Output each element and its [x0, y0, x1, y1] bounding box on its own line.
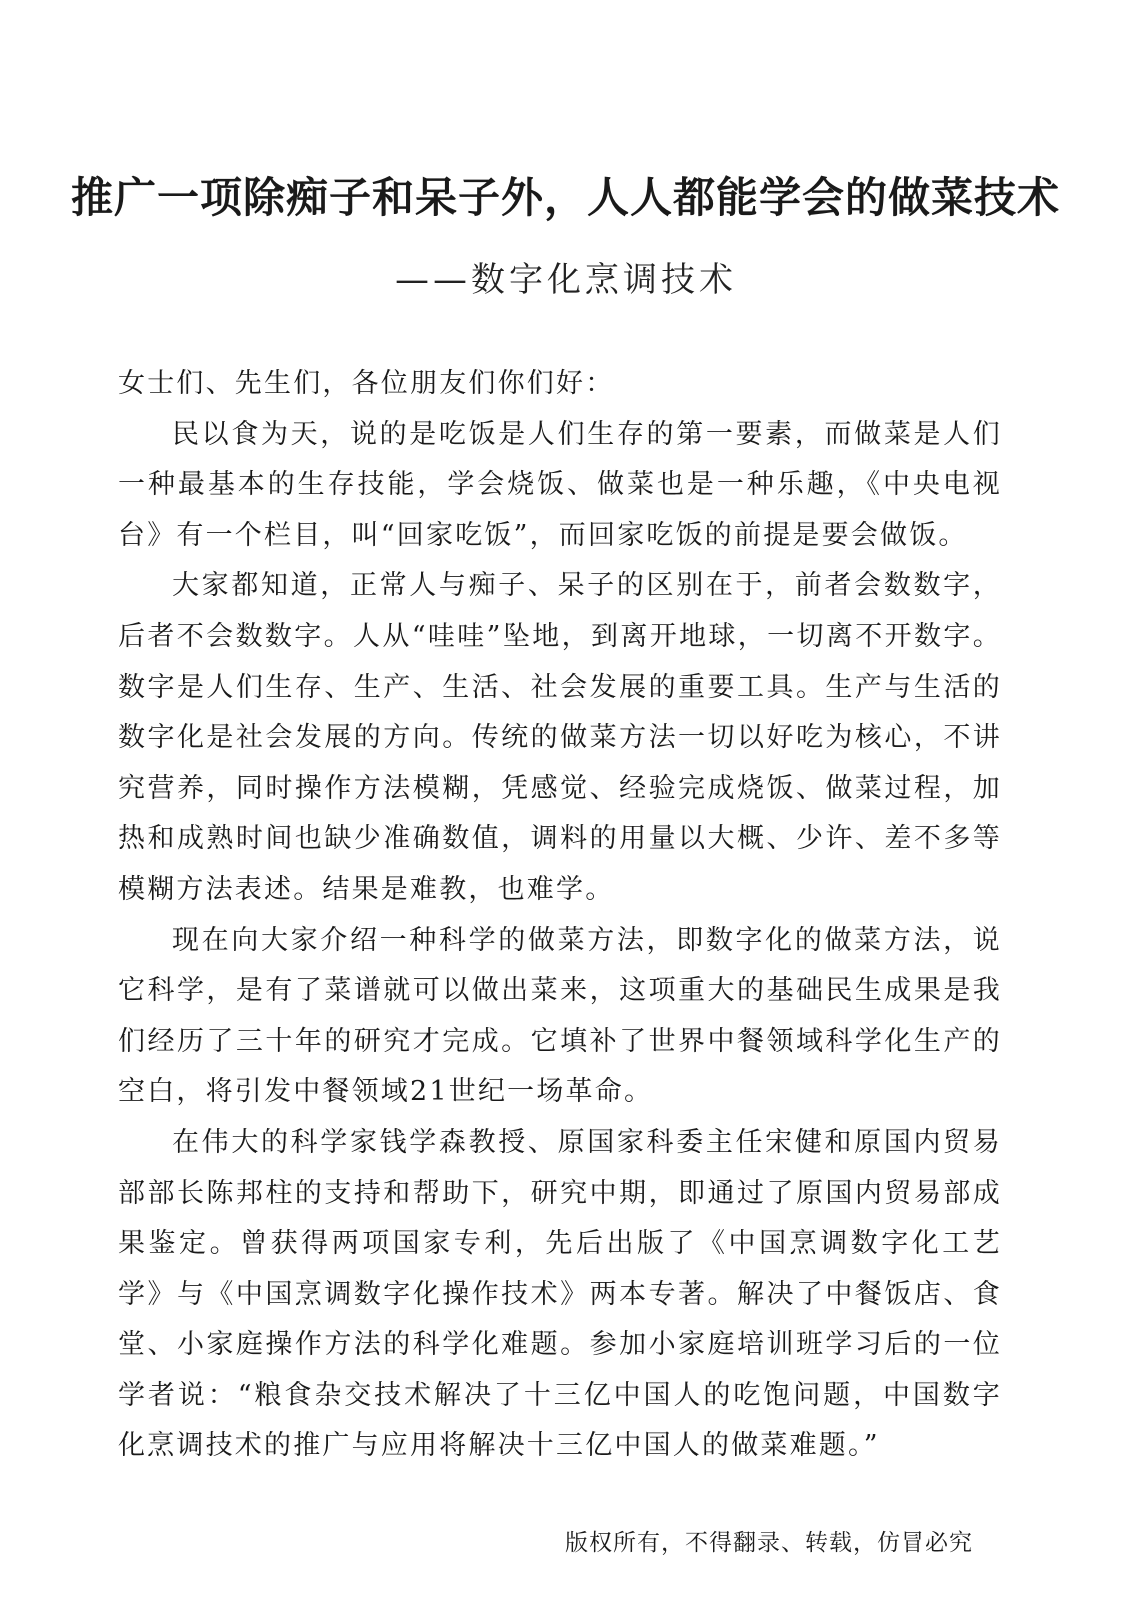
copyright-footer: 版权所有，不得翻录、转载，仿冒必究	[565, 1530, 973, 1556]
paragraph: 民以食为天，说的是吃饭是人们生存的第一要素，而做菜是人们一种最基本的生存技能，学会烧饭、做菜也是一种乐趣，《中央电视台》有一个栏目，叫“回家吃饭”，而回家吃饭的前提是要会做饭。	[118, 418, 1002, 551]
paragraph: 现在向大家介绍一种科学的做菜方法，即数字化的做菜方法，说它科学，是有了菜谱就可以做出菜来，这项重大的基础民生成果是我们经历了三十年的研究才完成。它填补了世界中餐领域科学化生产的空白，将引发中餐领域21世纪一场革命。	[118, 924, 1002, 1108]
page-subtitle: ——数字化烹调技术	[395, 260, 737, 300]
salutation: 女士们、先生们，各位朋友们你们好：	[118, 368, 615, 399]
article-body	[118, 359, 1002, 1472]
paragraph: 在伟大的科学家钱学森教授、原国家科委主任宋健和原国内贸易部部长陈邦柱的支持和帮助下，研究中期，即通过了原国内贸易部成果鉴定。曾获得两项国家专利，先后出版了《中国烹调数字化工艺学》与《中国烹调数字化操作技术》两本专著。解决了中餐饭店、食堂、小家庭操作方法的科学化难题。参加小家庭培训班学习后的一位学者说：“粮食杂交技术解决了十三亿中国人的吃饱问题，中国数字化烹调技术的推广与应用将解决十三亿中国人的做菜难题。”	[118, 1126, 1002, 1462]
page-title: 推广一项除痴子和呆子外，人人都能学会的做菜技术	[70, 173, 1060, 222]
paragraph: 大家都知道，正常人与痴子、呆子的区别在于，前者会数数字，后者不会数数字。人从“哇哇”坠地，到离开地球，一切离不开数字。数字是人们生存、生产、生活、社会发展的重要工具。生产与生活的数字化是社会发展的方向。传统的做菜方法一切以好吃为核心，不讲究营养，同时操作方法模糊，凭感觉、经验完成烧饭、做菜过程，加热和成熟时间也缺少准确数值，调料的用量以大概、少许、差不多等模糊方法表述。结果是难教，也难学。	[118, 570, 1002, 905]
